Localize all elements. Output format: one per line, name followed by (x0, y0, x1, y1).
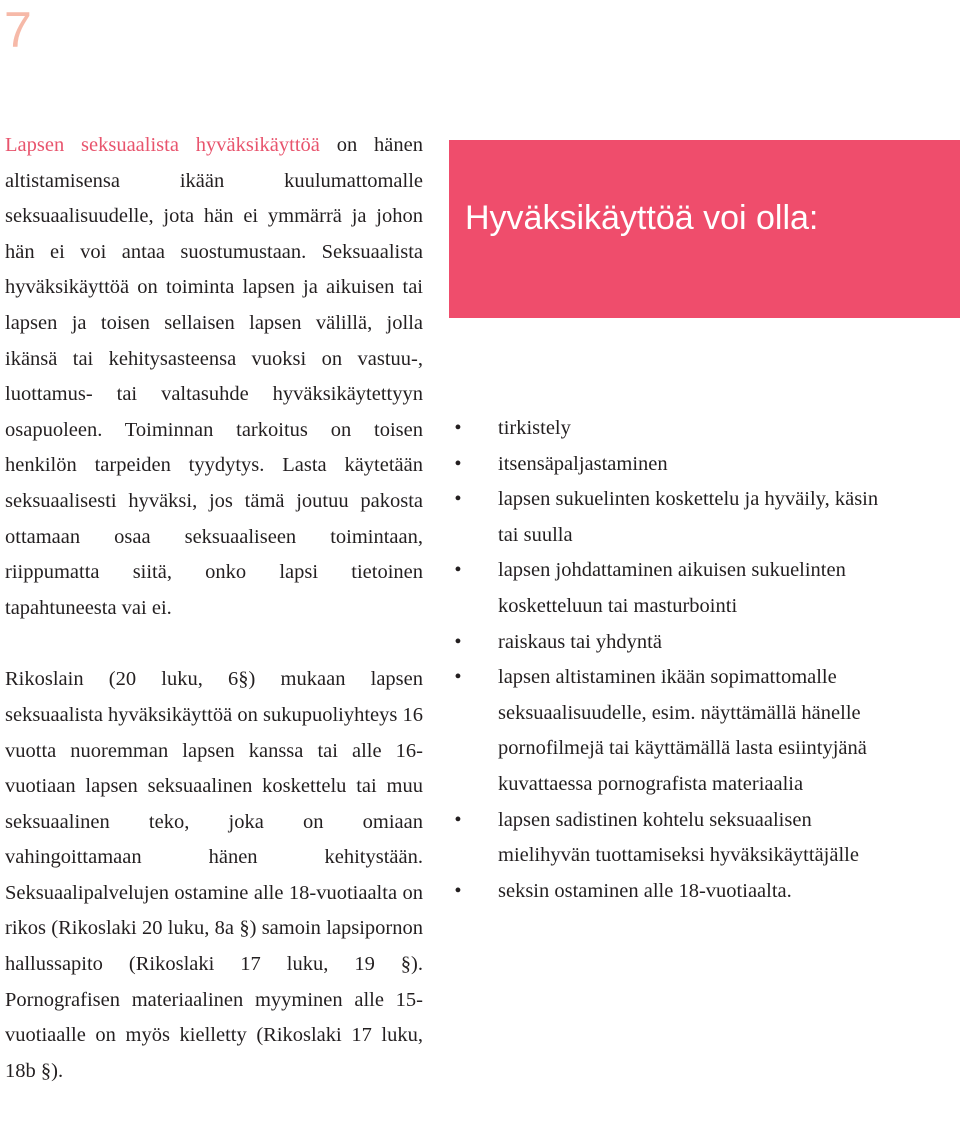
body-text-column (5, 128, 423, 1089)
bullet-icon: • (454, 666, 462, 689)
abuse-forms-list (449, 411, 879, 909)
definition-text: on hänen altistamisensa ikään kuulumattomalle seksuaalisuudelle, jota hän ei ymmärrä ja johon hän ei voi antaa suostumustaan. Seksuaalista hyväksikäyttöä on toiminta lapsen ja aikuisen tai lapsen ja toisen sellaisen lapsen välillä, jolla ikänsä tai kehitysasteensa vuoksi on vastuu-, luottamus- tai valtasuhde hyväksikäytettyyn osapuoleen. Toiminnan tarkoitus on toisen henkilön tarpeiden tyydytys. Lasta käytetään seksuaalisesti hyväksi, jos tämä joutuu pakosta ottamaan osaa seksuaaliseen toimintaan, riippumatta siitä, onko lapsi tietoinen tapahtuneesta vai ei. (5, 134, 423, 619)
list-item-text: itsensäpaljastaminen (498, 452, 668, 475)
bullet-icon: • (454, 417, 462, 439)
list-item (449, 447, 879, 483)
law-paragraph: Rikoslain (20 luku, 6§) mukaan lapsen seksuaalista hyväksikäyttöä on sukupuoliyhteys 16 vuotta nuoremman lapsen kanssa tai alle 16-vuotiaan lapsen seksuaalinen koskettelu tai muu seksuaalinen teko, joka on omiaan vahingoittamaan hänen kehitystään. Seksuaalipalvelujen ostamine alle 18-vuotiaalta on rikos (Rikoslaki 20 luku, 8a §) samoin lapsipornon hallussapito (Rikoslaki 17 luku, 19 §). Pornografisen materiaalinen myyminen alle 15-vuotiaalle on myös kielletty (Rikoslaki 17 luku, 18b §). (5, 668, 423, 1082)
list-item-text: lapsen altistaminen ikään sopimattomalle seksuaalisuudelle, esim. näyttämällä hänelle pornofilmejä tai käyttämällä lasta esiintyjänä kuvattaessa pornografista materiaalia (498, 666, 867, 795)
bullet-icon: • (454, 630, 462, 653)
list-item (449, 482, 879, 553)
list-item-text: lapsen johdattaminen aikuisen sukuelinten kosketteluun tai masturbointi (498, 559, 846, 617)
list-item-text: lapsen sukuelinten koskettelu ja hyväily, käsin tai suulla (498, 488, 879, 546)
list-item (449, 411, 879, 447)
list-item (449, 625, 879, 661)
bullet-icon: • (454, 452, 462, 475)
list-item (449, 803, 879, 874)
definition-paragraph (5, 128, 423, 626)
bullet-icon: • (454, 879, 462, 902)
bullet-icon: • (454, 488, 462, 511)
bullet-icon: • (454, 808, 462, 831)
heading-banner (449, 140, 960, 318)
page-number: 7 (4, 2, 32, 58)
list-item (449, 874, 879, 910)
banner-title: Hyväksikäyttöä voi olla: (465, 199, 819, 237)
list-item (449, 553, 879, 624)
list-item (449, 660, 879, 802)
list-item-text: tirkistely (498, 417, 571, 439)
list-item-text: raiskaus tai yhdyntä (498, 630, 662, 653)
list-item-text: lapsen sadistinen kohtelu seksuaalisen mielihyvän tuottamiseksi hyväksikäyttäjälle (498, 808, 859, 867)
highlighted-term: Lapsen seksuaalista hyväksikäyttöä (5, 134, 320, 156)
list-item-text: seksin ostaminen alle 18-vuotiaalta. (498, 879, 792, 902)
bullet-icon: • (454, 559, 462, 582)
